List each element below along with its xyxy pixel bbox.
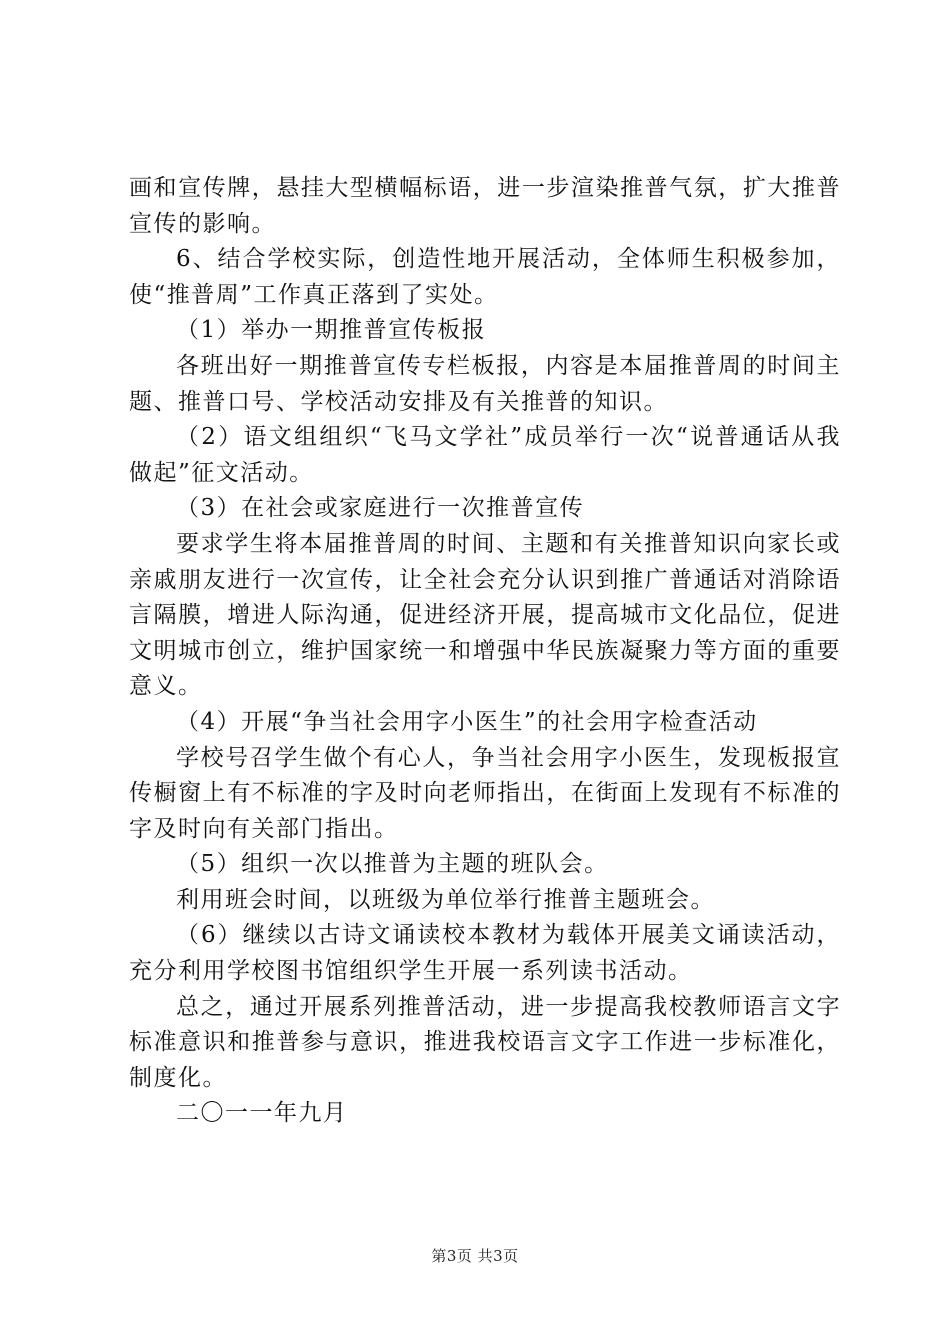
- paragraph: 要求学生将本届推普周的时间、主题和有关推普知识向家长或亲戚朋友进行一次宣传，让全社会充分认识到推广普通话对消除语言隔膜，增进人际沟通，促进经济开展，提高城市文化品位，促进文明城市创立，维护国家统一和增强中华民族凝聚力等方面的重要意义。: [129, 530, 841, 700]
- document-body: [129, 171, 841, 1132]
- paragraph: （3）在社会或家庭进行一次推普宣传: [176, 495, 585, 522]
- paragraph: 利用班会时间，以班级为单位举行推普主题班会。: [176, 886, 715, 913]
- paragraph: 6、结合学校实际，创造性地开展活动，全体师生积极参加，使“推普周”工作真正落到了实处。: [129, 246, 841, 308]
- paragraph: （6）继续以古诗文诵读校本教材为载体开展美文诵读活动，充分利用学校图书馆组织学生开展一系列读书活动。: [129, 922, 841, 985]
- paragraph: 总之，通过开展系列推普活动，进一步提高我校教师语言文字标准意识和推普参与意识，推进我校语言文字工作进一步标准化，制度化。: [129, 993, 841, 1091]
- date-line: 二〇一一年九月: [176, 1100, 348, 1127]
- paragraph: （2）语文组组织“飞马文学社”成员举行一次“说普通话从我做起”征文活动。: [129, 424, 841, 486]
- page-footer: 第3页 共3页: [431, 1247, 519, 1265]
- paragraph: （1）举办一期推普宣传板报: [176, 317, 487, 344]
- paragraph: 各班出好一期推普宣传专栏板报，内容是本届推普周的时间主题、推普口号、学校活动安排及有关推普的知识。: [129, 352, 841, 415]
- paragraph: （5）组织一次以推普为主题的班队会。: [176, 851, 609, 878]
- paragraph: 画和宣传牌，悬挂大型横幅标语，进一步渲染推普气氛，扩大推普宣传的影响。: [129, 175, 841, 237]
- paragraph: 学校号召学生做个有心人，争当社会用字小医生，发现板报宣传橱窗上有不标准的字及时向老师指出，在街面上发现有不标准的字及时向有关部门指出。: [129, 744, 841, 842]
- paragraph: （4）开展“争当社会用字小医生”的社会用字检查活动: [176, 708, 758, 735]
